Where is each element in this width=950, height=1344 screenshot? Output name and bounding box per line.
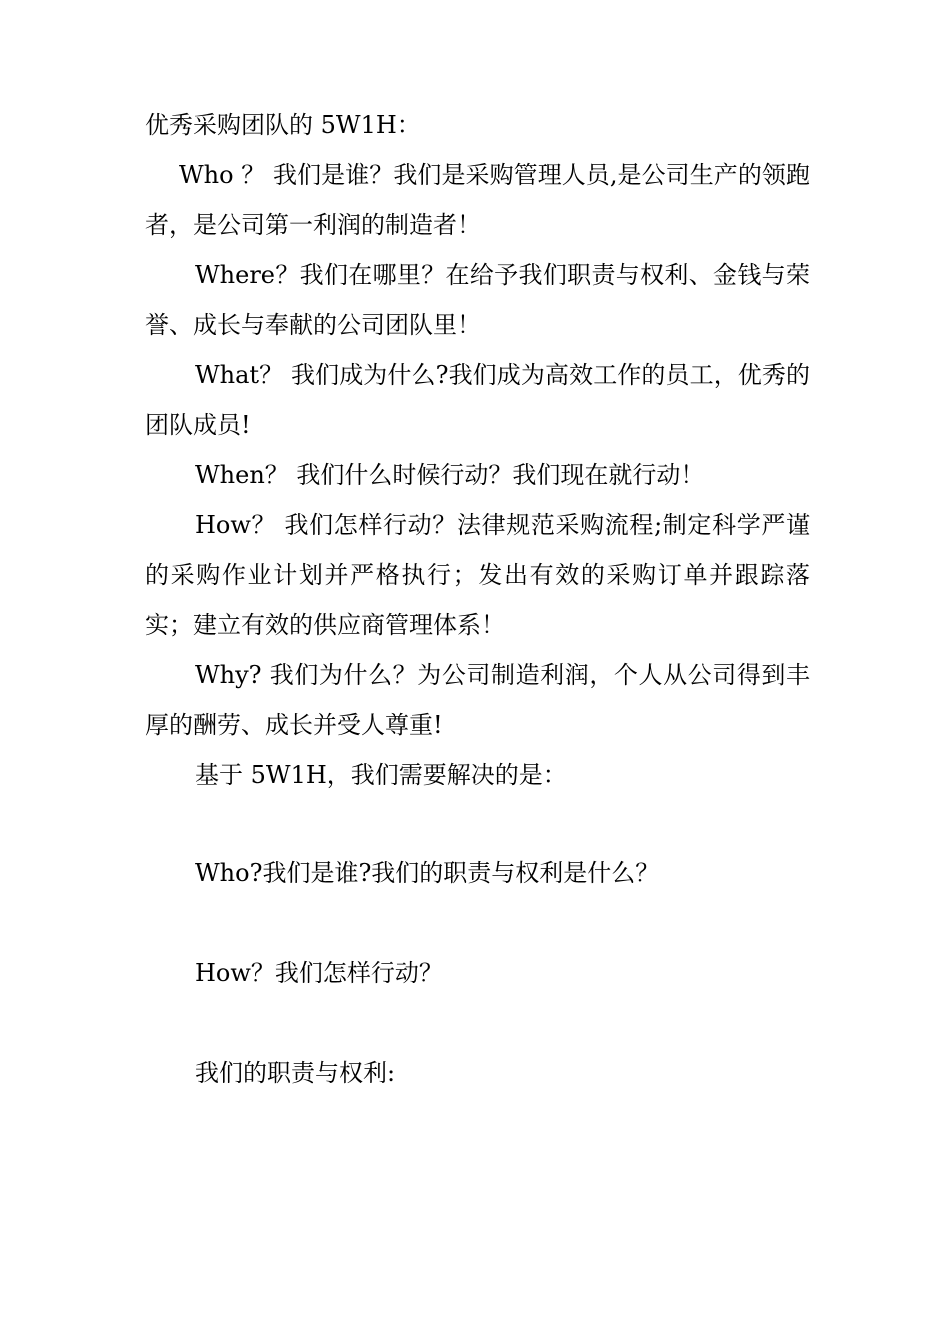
question-who: Who?我们是谁?我们的职责与权利是什么？ — [195, 859, 660, 887]
question-how: How？我们怎样行动？ — [195, 959, 443, 987]
paragraph-why: Why? 我们为什么？为公司制造利润，个人从公司得到丰厚的酬劳、成长并受人尊重! — [145, 661, 810, 739]
paragraph-what: What？ 我们成为什么?我们成为高效工作的员工，优秀的团队成员! — [145, 361, 810, 439]
paragraph-how: How？ 我们怎样行动？法律规范采购流程;制定科学严谨的采购作业计划并严格执行；发出有效的采购订单并跟踪落实；建立有效的供应商管理体系！ — [145, 511, 810, 639]
paragraph-5w1h-intro: 基于 5W1H，我们需要解决的是： — [195, 761, 567, 789]
paragraph-when: When？ 我们什么时候行动？我们现在就行动！ — [195, 461, 705, 489]
document-heading: 优秀采购团队的 5W1H： — [145, 111, 421, 139]
paragraph-who: Who ？ 我们是谁？我们是采购管理人员,是公司生产的领跑者，是公司第一利润的制造者！ — [145, 161, 810, 239]
section-duties-rights: 我们的职责与权利: — [195, 1059, 396, 1087]
paragraph-where: Where？我们在哪里？在给予我们职责与权利、金钱与荣誉、成长与奉献的公司团队里！ — [145, 261, 810, 339]
